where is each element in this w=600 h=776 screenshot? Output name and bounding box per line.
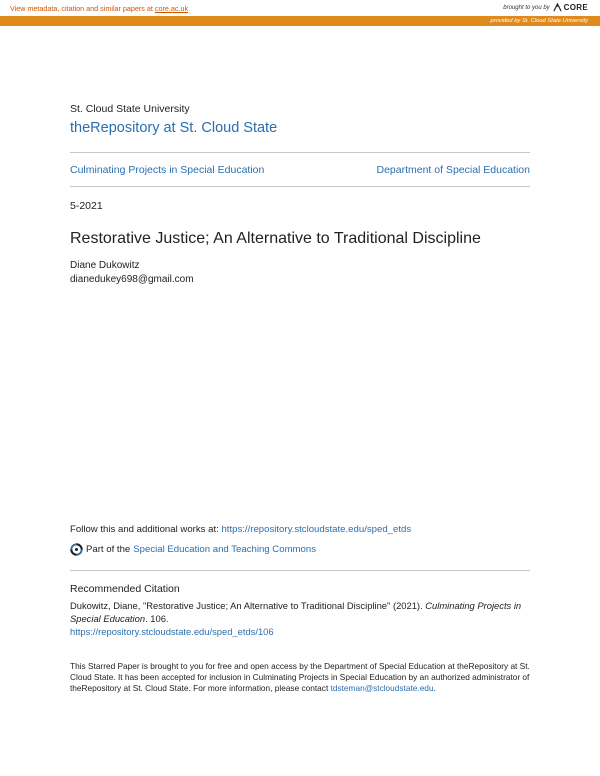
core-provided-text: provided by St. Cloud State University (490, 17, 588, 24)
citation-series: Culminating Projects in Special Education (70, 600, 522, 624)
core-link-prefix: View metadata, citation and similar papers at (10, 4, 155, 13)
divider (70, 152, 530, 153)
part-of-line (70, 543, 316, 556)
core-logo-text: CORE (563, 3, 588, 12)
commons-network-icon (70, 543, 83, 556)
commons-link[interactable]: Special Education and Teaching Commons (133, 544, 317, 555)
contact-email-link[interactable]: tdsteman@stcloudstate.edu (330, 683, 434, 694)
citation-url-link[interactable]: https://repository.stcloudstate.edu/sped_etds/106 (70, 626, 274, 637)
citation-plain: Dukowitz, Diane, "Restorative Justice; An Alternative to Traditional Discipline" (2021). (70, 600, 426, 611)
follow-url-link[interactable]: https://repository.stcloudstate.edu/sped_etds (221, 524, 412, 535)
core-metadata-link[interactable] (10, 4, 188, 13)
divider (70, 570, 530, 571)
core-link-domain[interactable]: core.ac.uk (154, 4, 189, 13)
author-email: dianedukey698@gmail.com (70, 274, 194, 285)
access-statement-text: This Starred Paper is brought to you for free and open access by the Department of Special Education at theRepository at St. Cloud State. It has been accepted for inclusion in Culminating Projects in Special Education by an authorized administrator of theRepository at St. Cloud State. For more information, please contact (70, 661, 530, 694)
follow-line (70, 524, 411, 535)
access-statement (70, 661, 530, 695)
collection-link[interactable]: Culminating Projects in Special Education (70, 164, 265, 176)
citation-text (70, 599, 530, 638)
institution-name: St. Cloud State University (70, 103, 190, 115)
divider (70, 186, 530, 187)
citation-number: . 106. (145, 613, 169, 624)
repository-name[interactable]: theRepository at St. Cloud State (70, 120, 278, 136)
core-logo[interactable] (553, 3, 588, 12)
author-name: Diane Dukowitz (70, 260, 140, 271)
publication-date: 5-2021 (70, 200, 103, 212)
access-statement-end: . (433, 683, 436, 694)
recommended-citation-label: Recommended Citation (70, 583, 180, 595)
department-link[interactable]: Department of Special Education (376, 164, 530, 176)
follow-prefix: Follow this and additional works at: (70, 524, 222, 535)
core-provided-bar (0, 16, 600, 26)
core-logo-icon (553, 3, 562, 12)
core-brought-text: brought to you by (503, 4, 550, 11)
core-banner (0, 0, 600, 16)
core-brought-by[interactable] (503, 3, 588, 12)
part-of-prefix: Part of the (86, 544, 131, 555)
paper-title: Restorative Justice; An Alternative to Traditional Discipline (70, 230, 481, 247)
